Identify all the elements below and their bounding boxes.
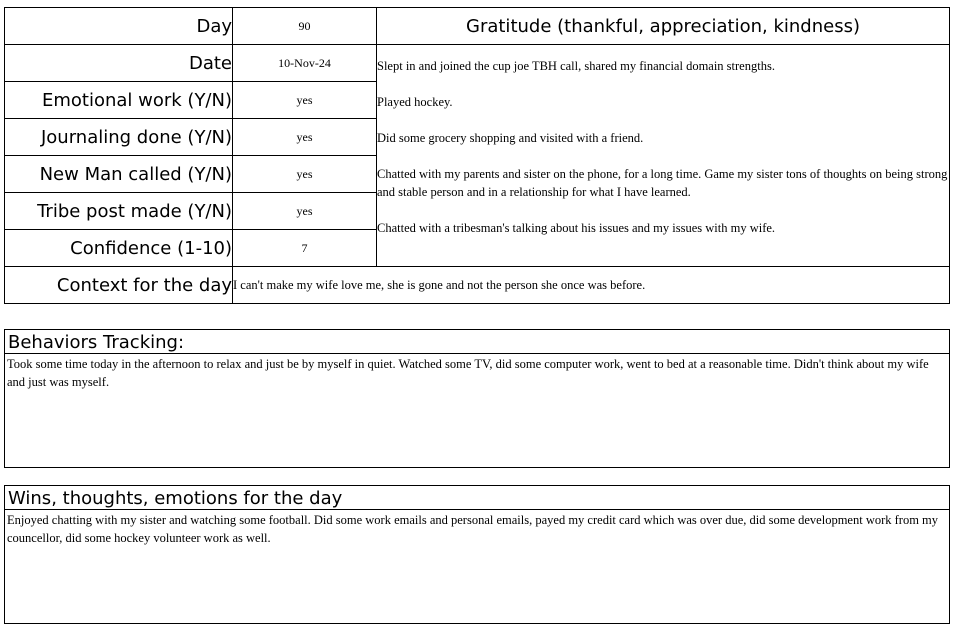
gratitude-heading: Gratitude (thankful, appreciation, kindness) (377, 8, 950, 45)
behaviors-heading: Behaviors Tracking: (5, 330, 949, 354)
day-label: Day (5, 8, 233, 45)
gratitude-entry: Slept in and joined the cup joe TBH call, shared my financial domain strengths. (377, 58, 775, 73)
wins-section (4, 485, 950, 624)
wins-text[interactable]: Enjoyed chatting with my sister and watching some football. Did some work emails and personal emails, payed my credit card which was over due, did some development work from my councellor, did some hockey volunteer work as well. (7, 513, 939, 545)
tribe-post-label: Tribe post made (Y/N) (5, 193, 233, 230)
gratitude-entry: Chatted with a tribesman's talking about his issues and my issues with my wife. (377, 220, 776, 235)
gratitude-body[interactable] (377, 45, 950, 267)
behaviors-section (4, 329, 950, 468)
tribe-post-value[interactable]: yes (233, 193, 377, 230)
gratitude-entry: Chatted with my parents and sister on the phone, for a long time. Game my sister tons of thoughts on being strong and stable person and in a relationship for what I have learned. (377, 166, 948, 199)
daily-summary-table (4, 7, 950, 304)
context-value[interactable]: I can't make my wife love me, she is gone and not the person she once was before. (233, 267, 950, 304)
date-label: Date (5, 45, 233, 82)
emotional-work-value[interactable]: yes (233, 82, 377, 119)
day-value[interactable]: 90 (233, 8, 377, 45)
new-man-value[interactable]: yes (233, 156, 377, 193)
journaling-value[interactable]: yes (233, 119, 377, 156)
gratitude-entry: Did some grocery shopping and visited with a friend. (377, 130, 644, 145)
confidence-value[interactable]: 7 (233, 230, 377, 267)
gratitude-entry: Played hockey. (377, 94, 453, 109)
journaling-label: Journaling done (Y/N) (5, 119, 233, 156)
date-value[interactable]: 10-Nov-24 (233, 45, 377, 82)
new-man-label: New Man called (Y/N) (5, 156, 233, 193)
confidence-label: Confidence (1-10) (5, 230, 233, 267)
emotional-work-label: Emotional work (Y/N) (5, 82, 233, 119)
wins-heading: Wins, thoughts, emotions for the day (5, 486, 949, 510)
behaviors-text[interactable]: Took some time today in the afternoon to relax and just be by myself in quiet. Watched some TV, did some computer work, went to bed at a reasonable time. Didn't think about my wife and just was myself. (7, 357, 929, 389)
context-label: Context for the day (5, 267, 233, 304)
